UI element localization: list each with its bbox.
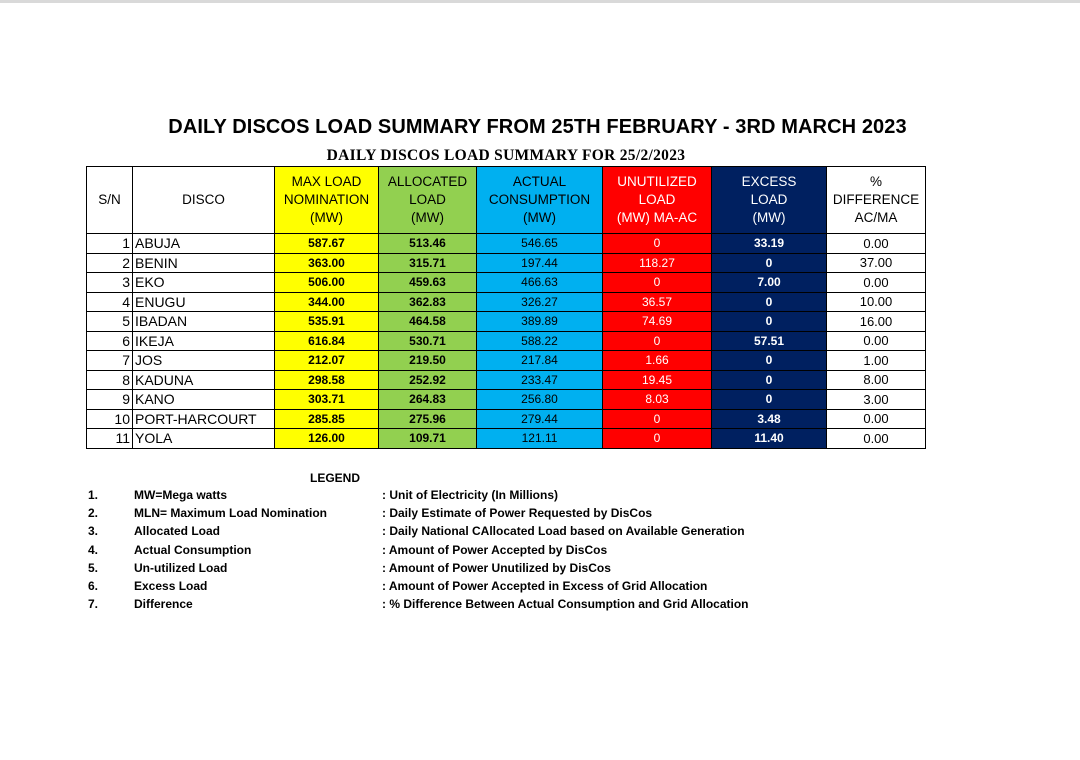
cell-excess-load: 57.51: [712, 331, 827, 351]
cell-excess-load: 0: [712, 390, 827, 410]
legend-item-term: MW=Mega watts: [134, 488, 228, 502]
legend-item-number: 2.: [88, 506, 99, 521]
cell-sn: 3: [87, 273, 133, 293]
legend-item-number: 1.: [88, 488, 99, 502]
cell-percent-difference: 8.00: [827, 370, 926, 390]
cell-unutilized-load: 0: [603, 273, 712, 293]
table-row: [87, 429, 926, 449]
legend-item-description: : Daily Estimate of Power Requested by DisCos: [382, 506, 653, 521]
cell-unutilized-load: 74.69: [603, 312, 712, 332]
legend-item-number: 5.: [88, 560, 99, 575]
cell-actual-consumption: 197.44: [477, 253, 603, 273]
cell-excess-load: 0: [712, 292, 827, 312]
cell-actual-consumption: 279.44: [477, 409, 603, 429]
cell-allocated-load: 252.92: [379, 370, 477, 390]
legend-item: [0, 524, 1080, 542]
cell-disco: JOS: [133, 351, 275, 371]
legend-item-term: Difference: [134, 597, 193, 612]
cell-allocated-load: 109.71: [379, 429, 477, 449]
legend-item-description: : % Difference Between Actual Consumption and Grid Allocation: [382, 597, 749, 612]
cell-percent-difference: 0.00: [827, 429, 926, 449]
legend-item-term: Excess Load: [134, 579, 208, 593]
legend-item-description: : Daily National СAllocated Load based on Available Generation: [382, 524, 745, 539]
table-row: [87, 253, 926, 273]
table-row: [87, 370, 926, 390]
cell-percent-difference: 10.00: [827, 292, 926, 312]
cell-disco: KADUNA: [133, 370, 275, 390]
cell-disco: EKO: [133, 273, 275, 293]
cell-allocated-load: 219.50: [379, 351, 477, 371]
table-row: [87, 351, 926, 371]
table-body: [87, 234, 926, 449]
cell-excess-load: 0: [712, 253, 827, 273]
cell-unutilized-load: 0: [603, 234, 712, 254]
cell-max-load: 616.84: [275, 331, 379, 351]
cell-allocated-load: 459.63: [379, 273, 477, 293]
cell-excess-load: 33.19: [712, 234, 827, 254]
cell-max-load: 285.85: [275, 409, 379, 429]
legend-item: [0, 488, 1080, 506]
legend-item: [0, 561, 1080, 579]
legend-item-term: MLN= Maximum Load Nomination: [134, 506, 328, 521]
cell-sn: 5: [87, 312, 133, 332]
cell-excess-load: 7.00: [712, 273, 827, 293]
cell-max-load: 298.58: [275, 370, 379, 390]
header-actual-consumption: ACTUAL CONSUMPTION (MW): [477, 167, 603, 234]
cell-actual-consumption: 326.27: [477, 292, 603, 312]
cell-max-load: 363.00: [275, 253, 379, 273]
cell-max-load: 303.71: [275, 390, 379, 410]
cell-sn: 9: [87, 390, 133, 410]
cell-sn: 1: [87, 234, 133, 254]
cell-unutilized-load: 1.66: [603, 351, 712, 371]
cell-percent-difference: 1.00: [827, 351, 926, 371]
cell-allocated-load: 275.96: [379, 409, 477, 429]
table-row: [87, 312, 926, 332]
table-row: [87, 292, 926, 312]
cell-allocated-load: 513.46: [379, 234, 477, 254]
cell-max-load: 587.67: [275, 234, 379, 254]
table-row: [87, 390, 926, 410]
cell-max-load: 126.00: [275, 429, 379, 449]
cell-excess-load: 0: [712, 351, 827, 371]
cell-allocated-load: 264.83: [379, 390, 477, 410]
legend-item: [0, 543, 1080, 561]
cell-max-load: 344.00: [275, 292, 379, 312]
cell-sn: 11: [87, 429, 133, 449]
cell-disco: YOLA: [133, 429, 275, 449]
cell-unutilized-load: 19.45: [603, 370, 712, 390]
cell-allocated-load: 530.71: [379, 331, 477, 351]
load-summary-table: [86, 166, 926, 449]
cell-actual-consumption: 256.80: [477, 390, 603, 410]
cell-percent-difference: 3.00: [827, 390, 926, 410]
cell-unutilized-load: 0: [603, 331, 712, 351]
legend-item-term: Allocated Load: [134, 524, 221, 539]
cell-disco: BENIN: [133, 253, 275, 273]
cell-disco: KANO: [133, 390, 275, 410]
cell-percent-difference: 0.00: [827, 234, 926, 254]
cell-actual-consumption: 389.89: [477, 312, 603, 332]
cell-max-load: 535.91: [275, 312, 379, 332]
table-header-row: [87, 167, 926, 234]
cell-disco: ENUGU: [133, 292, 275, 312]
legend-item: [0, 597, 1080, 615]
cell-unutilized-load: 118.27: [603, 253, 712, 273]
cell-percent-difference: 0.00: [827, 273, 926, 293]
cell-actual-consumption: 121.11: [477, 429, 603, 449]
cell-percent-difference: 0.00: [827, 331, 926, 351]
legend-item-description: : Amount of Power Accepted by DisCos: [382, 542, 608, 557]
table-row: [87, 273, 926, 293]
cell-sn: 7: [87, 351, 133, 371]
legend-item-description: : Amount of Power Unutilized by DisCos: [382, 560, 611, 575]
table-subtitle: DAILY DISCOS LOAD SUMMARY FOR 25/2/2023: [326, 147, 686, 164]
cell-excess-load: 3.48: [712, 409, 827, 429]
cell-unutilized-load: 36.57: [603, 292, 712, 312]
cell-unutilized-load: 0: [603, 429, 712, 449]
cell-sn: 4: [87, 292, 133, 312]
cell-max-load: 212.07: [275, 351, 379, 371]
cell-max-load: 506.00: [275, 273, 379, 293]
cell-actual-consumption: 233.47: [477, 370, 603, 390]
cell-disco: IKEJA: [133, 331, 275, 351]
legend-item-term: Actual Consumption: [134, 542, 252, 557]
table-row: [87, 409, 926, 429]
cell-sn: 6: [87, 331, 133, 351]
cell-allocated-load: 362.83: [379, 292, 477, 312]
header-sn: S/N: [87, 167, 133, 234]
cell-disco: PORT-HARCOURT: [133, 409, 275, 429]
cell-percent-difference: 37.00: [827, 253, 926, 273]
table-row: [87, 234, 926, 254]
table-row: [87, 331, 926, 351]
cell-percent-difference: 16.00: [827, 312, 926, 332]
legend-heading: LEGEND: [310, 471, 361, 485]
cell-sn: 10: [87, 409, 133, 429]
header-max-load: MAX LOAD NOMINATION (MW): [275, 167, 379, 234]
cell-sn: 2: [87, 253, 133, 273]
cell-disco: ABUJA: [133, 234, 275, 254]
header-unutilized-load: UNUTILIZED LOAD (MW) MA-AC: [603, 167, 712, 234]
page-title: DAILY DISCOS LOAD SUMMARY FROM 25TH FEBRUARY - 3RD MARCH 2023: [168, 116, 907, 138]
cell-excess-load: 0: [712, 370, 827, 390]
legend-item-number: 6.: [88, 579, 99, 593]
header-percent-difference: % DIFFERENCE AC/MA: [827, 167, 926, 234]
header-excess-load: EXCESS LOAD (MW): [712, 167, 827, 234]
cell-unutilized-load: 0: [603, 409, 712, 429]
cell-sn: 8: [87, 370, 133, 390]
cell-excess-load: 0: [712, 312, 827, 332]
cell-actual-consumption: 217.84: [477, 351, 603, 371]
legend-item: [0, 506, 1080, 524]
legend-item-number: 4.: [88, 542, 99, 557]
cell-percent-difference: 0.00: [827, 409, 926, 429]
header-allocated-load: ALLOCATED LOAD (MW): [379, 167, 477, 234]
legend-item-description: : Unit of Electricity (In Millions): [382, 488, 559, 502]
cell-actual-consumption: 588.22: [477, 331, 603, 351]
cell-allocated-load: 315.71: [379, 253, 477, 273]
cell-unutilized-load: 8.03: [603, 390, 712, 410]
top-border-line: [0, 0, 1080, 3]
legend-item-number: 3.: [88, 524, 99, 539]
cell-allocated-load: 464.58: [379, 312, 477, 332]
legend-item-number: 7.: [88, 597, 99, 612]
header-disco: DISCO: [133, 167, 275, 234]
legend-item-term: Un-utilized Load: [134, 560, 228, 575]
legend-item: [0, 579, 1080, 597]
cell-disco: IBADAN: [133, 312, 275, 332]
cell-actual-consumption: 546.65: [477, 234, 603, 254]
cell-excess-load: 11.40: [712, 429, 827, 449]
legend-item-description: : Amount of Power Accepted in Excess of Grid Allocation: [382, 579, 708, 593]
cell-actual-consumption: 466.63: [477, 273, 603, 293]
